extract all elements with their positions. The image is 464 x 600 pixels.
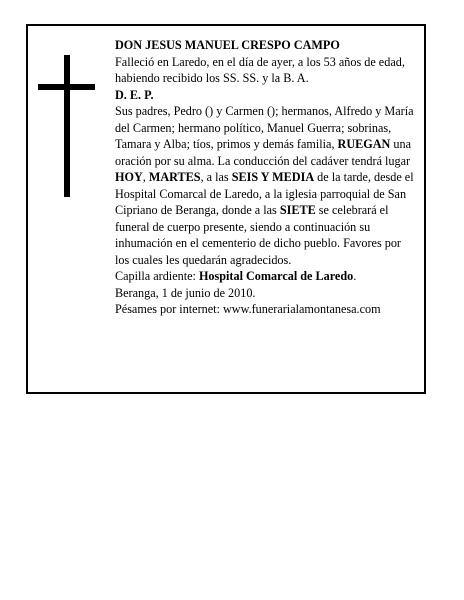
death-statement: Falleció en Laredo, en el día de ayer, a los 53 años de edad, habiendo recibido los SS. SS. y la B. A.	[115, 54, 405, 85]
prayer-text: una oración por su alma. La conducción del cadáver tendrá lugar	[115, 137, 412, 168]
deceased-name: DON JESUS MANUEL CRESPO CAMPO	[115, 38, 340, 52]
comma-text: ,	[142, 170, 149, 184]
condolences-line: Pésames por internet: www.funerarialamontanesa.com	[115, 302, 381, 316]
funeral-text: se celebrará el funeral de cuerpo presente, siendo a continuación su inhumación en el cementerio de dicho pueblo. Favores por los cuales les quedarán agradecidos.	[115, 203, 401, 267]
from-text: de la tarde, desde el Hospital Comarcal de Laredo, a la iglesia parroquial de San Cipriano de Beranga, donde a las	[115, 170, 414, 217]
chapel-label: Capilla ardiente:	[115, 269, 199, 283]
rip-line: D. E. P.	[115, 87, 154, 102]
martes-word: MARTES	[148, 170, 201, 184]
seis-media-word: SEIS Y MEDIA	[231, 170, 315, 184]
family-text: Sus padres, Pedro () y Carmen (); hermanos, Alfredo y María del Carmen; hermano político, Manuel Guerra; sobrinas, Tamara y Alba; tíos, primos y demás familia,	[115, 104, 414, 151]
family-paragraph	[115, 103, 417, 268]
chapel-line	[115, 268, 417, 285]
chapel-place: Hospital Comarcal de Laredo	[198, 269, 354, 283]
at-text: , a las	[200, 170, 232, 184]
chapel-end: .	[353, 269, 357, 283]
date-line: Beranga, 1 de junio de 2010.	[115, 285, 256, 300]
ruegan-word: RUEGAN	[337, 137, 391, 151]
obituary-text	[115, 37, 417, 318]
hoy-word: HOY	[115, 170, 143, 184]
siete-word: SIETE	[279, 203, 316, 217]
